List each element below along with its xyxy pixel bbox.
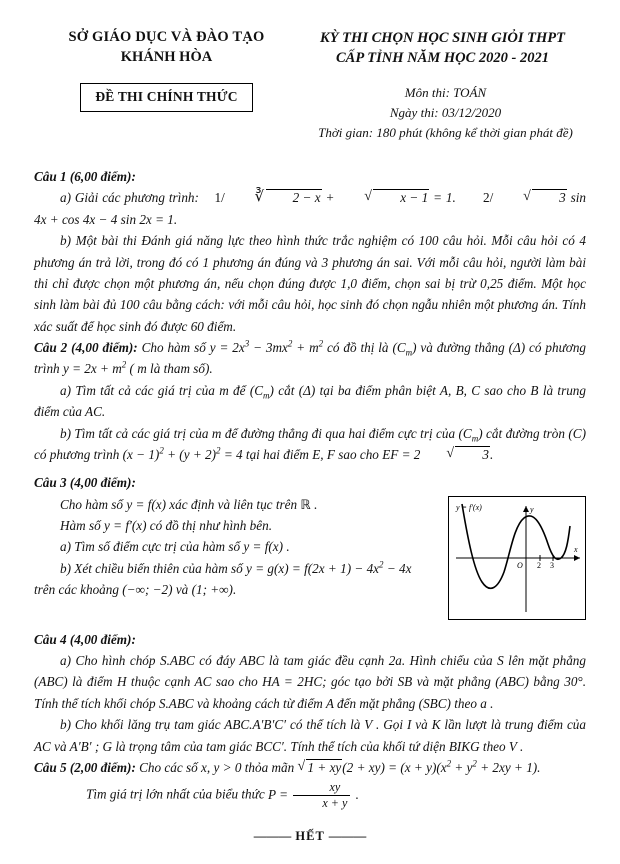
- question-2-line-eq: $y = 2x + m^2$: [62, 360, 127, 377]
- document-header: [0, 0, 620, 69]
- question-4b: b) Cho khối lăng trụ tam giác ABC.A′B′C′ có thể tích là V . Gọi I và K lần lượt là trung điểm của AC và A′B′ ; G là trọng tâm của tam giác BCC′. Tính thể tích của khối tứ diện BIKG theo V .: [34, 717, 586, 754]
- graph-axis-y: y: [530, 504, 534, 514]
- question-2b: b) Tìm tất cả các giá trị của m để đường thẳng đi qua hai điểm cực trị của $(C_m)$ cắt đường tròn (C) có phương trình $(x - 1)^2 + (y + 2)^2 = 4$ tại hai điểm E, F sao cho EF = 2 √ 3.: [34, 423, 586, 466]
- province-name: KHÁNH HÒA: [120, 48, 213, 65]
- expression-numerator: xy: [293, 780, 350, 796]
- question-3b: b) Xét chiều biến thiên của hàm số $y = g(x) = f(2x + 1) - 4x^2 - 4x$: [60, 559, 412, 576]
- department-name: SỞ GIÁO DỤC VÀ ĐÀO TẠO: [68, 29, 265, 45]
- official-exam-badge: ĐỀ THI CHÍNH THỨC: [80, 83, 252, 112]
- question-4a: a) Cho hình chóp S.ABC có đáy ABC là tam giác đều cạnh 2a. Hình chiếu của S lên mặt phẳng (ABC) là điểm H thuộc cạnh AC sao cho HA = 2HC; góc tạo bởi SB và mặt phẳng (ABC) bằng 30°. Tính thể tích khối chóp S.ABC và khoảng cách từ điểm A đến mặt phẳng (SBC) theo a .: [34, 653, 586, 711]
- derivative-graph-figure: [448, 496, 586, 620]
- eq1-index: 1/: [214, 190, 225, 206]
- official-badge-wrap: [34, 83, 299, 112]
- question-1a-label: a) Giải các phương trình:: [60, 190, 199, 206]
- question-3a: a) Tìm số điểm cực trị của hàm số y = f(x) .: [60, 539, 290, 555]
- question-2-function: $y = 2x^3 - 3mx^2 + m^2$: [209, 338, 324, 356]
- question-2-block: [34, 337, 586, 380]
- question-3b-cont: trên các khoảng (−∞; −2) và (1; +∞).: [34, 582, 237, 598]
- question-3-line-1: Cho hàm số y = f(x) xác định và liên tục trên ℝ .: [60, 496, 318, 512]
- eq2-index: 2/: [482, 190, 494, 206]
- question-5-expression: P = $\frac{xy}{x + y}$ .: [268, 780, 359, 811]
- question-2a: a) Tìm tất cả các giá trị của m để $(C_m)$ cắt (Δ) tại ba điểm phân biệt A, B, C sao cho B là trung điểm của AC.: [34, 382, 586, 420]
- question-5-request: [34, 780, 586, 811]
- exam-meta: [299, 83, 586, 143]
- question-4-heading: Câu 4 (4,00 điểm):: [34, 631, 136, 647]
- graph-origin-label: O: [517, 560, 523, 570]
- question-1b: b) Một bài thi Đánh giá năng lực theo hình thức trắc nghiệm có 100 câu hỏi. Mỗi câu hỏi có 4 phương án trả lời, trong đó có 1 phương án đúng và 3 phương án sai. Với mỗi câu hỏi, người làm bài thi chỉ được chọn một phương án, nếu chọn đúng được 1,0 điểm, chọn sai bị trừ 0,25 điểm. Một học sinh làm bài đủ 100 câu bằng cách: với mỗi câu hỏi, học sinh đó chọn ngẫu nhiên một phương án. Tính xác suất để học sinh đó được 60 điểm.: [34, 233, 586, 334]
- header-left: [34, 28, 299, 67]
- exam-date: Ngày thi: 03/12/2020: [389, 104, 502, 120]
- question-1a: [34, 187, 586, 230]
- question-3-line-2: Hàm số y = f′(x) có đồ thị như hình bên.: [60, 518, 273, 534]
- question-5-equation: √ $1 + xy(2 + xy) = (x + y)(x^2 + y^2 + 2xy + 1)$.: [297, 760, 540, 775]
- exam-duration: Thời gian: 180 phút (không kể thời gian phát đề): [318, 124, 573, 140]
- expression-denominator: x + y: [322, 796, 348, 811]
- header-band: [0, 69, 620, 143]
- document-footer: [34, 826, 586, 846]
- question-3-heading: Câu 3 (4,00 điểm):: [34, 475, 136, 491]
- question-2-intro-3: và đường thẳng (Δ) có phương trình: [34, 340, 587, 377]
- question-1a-eq1: ∛ 2 − x + √ x − 1 = 1.: [229, 190, 460, 205]
- question-2-intro-4: ( m là tham số).: [129, 361, 213, 377]
- footer-dash-left: ———: [253, 828, 292, 843]
- question-2-intro-2: có đồ thị là: [327, 340, 389, 356]
- exam-title-line2: CẤP TỈNH NĂM HỌC 2020 - 2021: [336, 50, 549, 67]
- exam-subject: Môn thi: TOÁN: [404, 84, 487, 100]
- question-5-block: [34, 757, 586, 778]
- question-2-heading: Câu 2 (4,00 điểm):: [34, 340, 138, 356]
- question-5-intro: Cho các số x, y > 0 thỏa mãn: [139, 759, 295, 775]
- graph-tick-2: 2: [537, 560, 541, 570]
- graph-curve-label: y = f′(x): [456, 502, 482, 512]
- footer-dash-right: ———: [328, 828, 367, 843]
- graph-axis-x: x: [574, 544, 578, 554]
- exam-title-line1: KỲ THI CHỌN HỌC SINH GIỎI THPT: [320, 30, 565, 46]
- question-2-intro-1: Cho hàm số: [141, 340, 206, 356]
- exam-content: [0, 143, 620, 846]
- derivative-graph-svg: [448, 496, 586, 620]
- question-2-curve-name: $(C_m)$: [392, 340, 417, 358]
- footer-text: HẾT: [295, 828, 325, 843]
- question-1-heading: Câu 1 (6,00 điểm):: [34, 169, 136, 185]
- question-1a-eq2: √ 3 sin 4x + cos 4x − 4 sin 2x = 1.: [34, 190, 586, 226]
- graph-tick-3: 3: [550, 560, 554, 570]
- header-right: [299, 28, 586, 69]
- question-5-request-text: Tìm giá trị lớn nhất của biểu thức: [86, 786, 265, 802]
- question-5-heading: Câu 5 (2,00 điểm):: [34, 759, 136, 775]
